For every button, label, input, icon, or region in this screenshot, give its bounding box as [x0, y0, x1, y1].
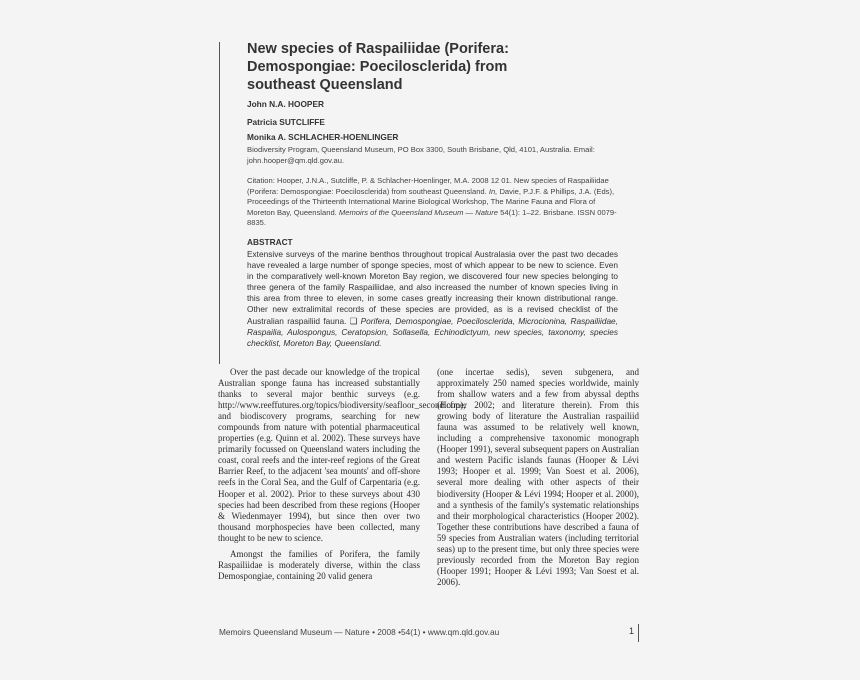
author-2: Patricia SUTCLIFFE	[247, 117, 325, 127]
citation-details: 54(1): 1–22. Brisbane. ISSN 0079-8835.	[247, 207, 617, 227]
abstract-body	[247, 249, 618, 349]
citation-editors: Davie, P.J.F. & Phillips, J.A. (Eds), Proceedings of the Thirteenth International Marine Biological Workshop, The Marine Fauna and Flora of Moreton Bay, Queensland.	[247, 186, 615, 217]
body-column-left	[218, 367, 466, 582]
body-paragraph: (one incertae sedis), seven subgenera, and approximately 250 named species worldwide, mainly from shallow waters and a few from abyssal depths (Hooper 2002; and literature therein). From this growing body of literature the Australian raspailiid fauna was assumed to be relatively well known, including a comprehensive taxonomic monograph (Hooper 1991), several subsequent papers on Australian and western Pacific islands faunas (Hooper & Lévi 1993; Hooper et al. 1999; Van Soest et al. 2006), several more dealing with other aspects of their biodiversity (Hooper & Lévi 1994; Hooper et al. 2000), and a synthesis of the family's systematic relationships and their morphological characteristics (Hooper 2002). Together these contributions have described a fauna of 59 species from Australian waters (including territorial seas) up to the present time, but only three species were previously recorded from the Moreton Bay region (Hooper 1991; Hooper & Lévi 1993; Van Soest et al. 2006).	[437, 367, 639, 587]
abstract-keywords: Porifera, Demospongiae, Poecilosclerida, Microcionina, Raspailiidae, Raspailia, Aulospongus, Ceratopsion, Sollasella, Echinodictyum, new species, taxonomy, species checklist, Moreton Bay, Queensland.	[247, 315, 618, 348]
citation	[247, 176, 619, 229]
citation-journal: Memoirs of the Queensland Museum — Nature	[338, 207, 499, 217]
citation-text: Citation: Hooper, J.N.A., Sutcliffe, P. & Schlacher-Hoenlinger, M.A. 2008 12 01. New species of Raspailiidae (Porifera: Demospongiae: Poecilosclerida) from southeast Queensland.	[247, 176, 609, 196]
footer-text: Memoirs Queensland Museum — Nature • 2008 •54(1) • www.qm.qld.gov.au	[219, 627, 500, 637]
author-3: Monika A. SCHLACHER-HOENLINGER	[247, 132, 399, 142]
abstract-text: Extensive surveys of the marine benthos throughout tropical Australasia over the past two decades have revealed a large number of sponge species, most of which appear to be new to science. Even in the comparatively well-known Moreton Bay region, we discovered four new species belonging to three genera of the family Raspailiidae, and also increased the number of known species living in this area from three to eleven, in some cases greatly increasing their known distributional range. Other new extralimital records of these species are provided, as is a revised checklist of the Australian raspailiid fauna.	[247, 249, 618, 326]
author-1: John N.A. HOOPER	[247, 99, 324, 109]
affiliation: Biodiversity Program, Queensland Museum, PO Box 3300, South Brisbane, Qld, 4101, Australia. Email: john.hooper@qm.qld.gov.au.	[247, 145, 595, 165]
margin-rule-bottom	[638, 624, 639, 642]
abstract-heading: ABSTRACT	[247, 237, 293, 247]
margin-rule-top	[219, 42, 220, 364]
citation-in: In,	[488, 186, 498, 196]
page-number: 1	[629, 626, 635, 636]
body-paragraph: Amongst the families of Porifera, the family Raspailiidae is moderately diverse, within the class Demospongiae, containing 20 valid genera	[218, 548, 420, 581]
body-paragraph: Over the past decade our knowledge of the tropical Australian sponge fauna has increased substantially thanks to several major benthic surveys (e.g. http://www.reeffutures.org/topics/biodiversity/seafloor_second.cfm), and biodiscovery programs, searching for new compounds from nature with potential pharmaceutical properties (e.g. Quinn et al. 2002). These surveys have primarily focussed on Queensland waters including the coast, coral reefs and the inter-reef regions of the Great Barrier Reef, to the adjacent 'sea mounts' and off-shore reefs in the Coral Sea, and the Gulf of Carpentaria (e.g. Hooper et al. 2002). Prior to these surveys about 430 species had been described from these regions (Hooper & Wiedenmayer 1994), but since then over two thousand morphospecies have been collected, many thought to be new to science.	[218, 367, 466, 543]
checkbox-glyph-icon: ❑	[349, 315, 358, 326]
body-column-right	[437, 367, 639, 588]
paper-title: New species of Raspailiidae (Porifera: Demospongiae: Poecilosclerida) from southeast Queensland	[247, 41, 509, 93]
